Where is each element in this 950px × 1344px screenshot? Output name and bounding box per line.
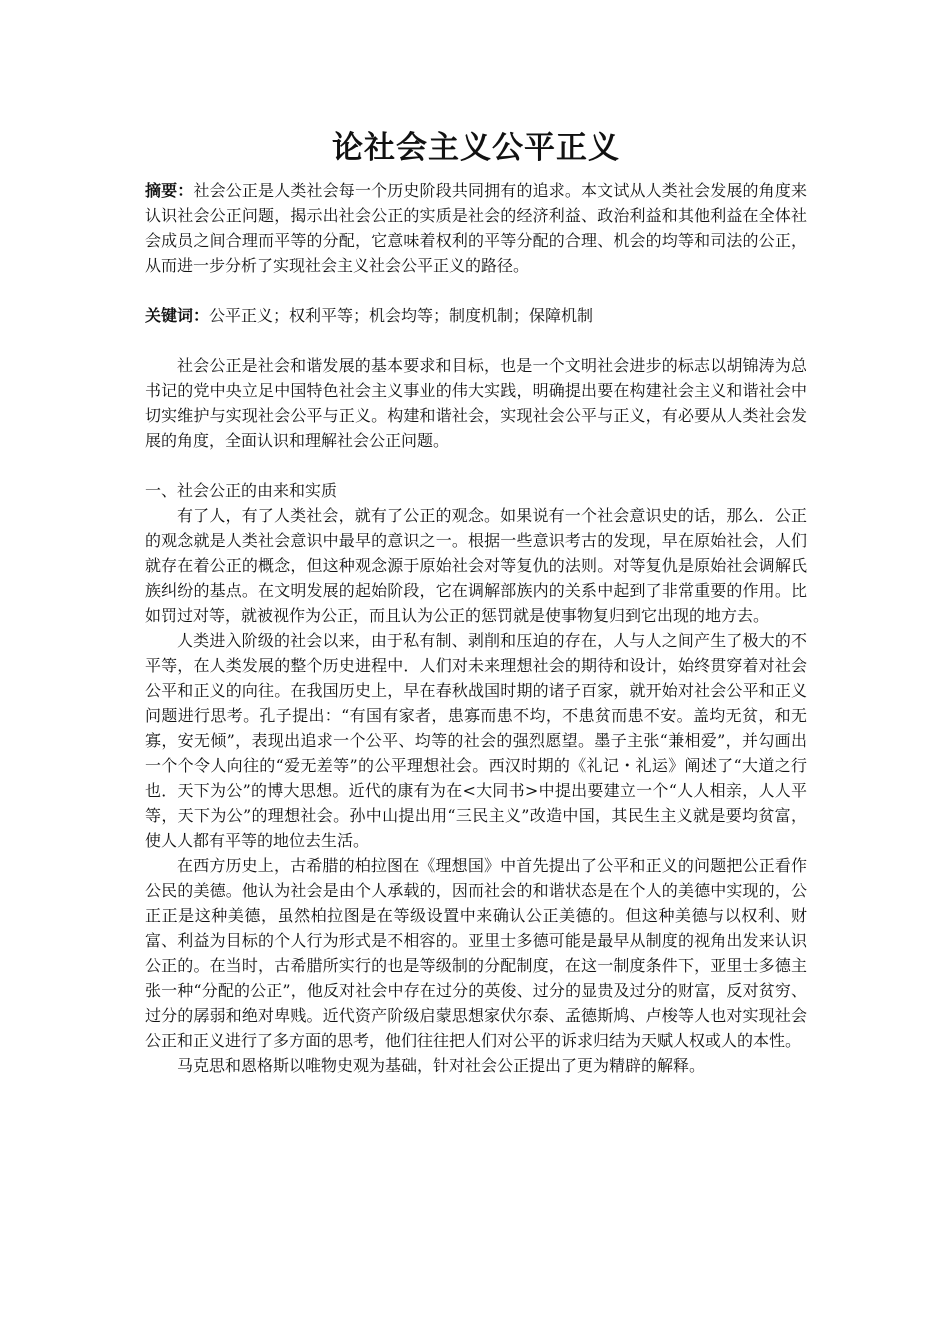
body-paragraph-4: 马克思和恩格斯以唯物史观为基础，针对社会公正提出了更为精辟的解释。	[177, 1056, 706, 1075]
document-title: 论社会主义公平正义	[332, 130, 620, 166]
keywords-label: 关键词：	[145, 306, 210, 325]
body-paragraph-2: 人类进入阶级的社会以来，由于私有制、剥削和压迫的存在，人与人之间产生了极大的不平等，在人类发展的整个历史进程中．人们对未来理想社会的期待和设计，始终贯穿着对社会公平和正义的向往。在我国历史上，早在春秋战国时期的诸子百家，就开始对社会公平和正义问题进行思考。孔子提出：“有国有家者，患寡而患不均，不患贫而患不安。盖均无贫，和无寡，安无倾”，表现出追求一个公平、均等的社会的强烈愿望。墨子主张“兼相爱”，并勾画出一个个令人向往的“爱无差等”的公平理想社会。西汉时期的《礼记・礼运》阐述了“大道之行也．天下为公”的博大思想。近代的康有为在<大同书>中提出要建立一个“人人相亲，人人平等，天下为公”的理想社会。孙中山提出用“三民主义”改造中国，其民生主义就是要均贫富，使人人都有平等的地位去生活。	[145, 631, 807, 850]
body-paragraph-3: 在西方历史上，古希腊的柏拉图在《理想国》中首先提出了公平和正义的问题把公正看作公民的美德。他认为社会是由个人承载的，因而社会的和谐状态是在个人的美德中实现的，公正正是这种美德，虽然柏拉图是在等级设置中来确认公正美德的。但这种美德与以权利、财富、利益为目标的个人行为形式是不相容的。亚里士多德可能是最早从制度的视角出发来认识公正的。在当时，古希腊所实行的也是等级制的分配制度，在这一制度条件下，亚里士多德主张一种“分配的公正”，他反对社会中存在过分的英俊、过分的显贵及过分的财富，反对贫穷、过分的孱弱和绝对卑贱。近代资产阶级启蒙思想家伏尔泰、孟德斯鸠、卢梭等人也对实现社会公正和正义进行了多方面的思考，他们往往把人们对公平的诉求归结为天赋人权或人的本性。	[145, 856, 807, 1050]
abstract-label: 摘要：	[145, 181, 194, 200]
body-paragraph-1: 有了人，有了人类社会，就有了公正的观念。如果说有一个社会意识史的话，那么．公正的观念就是人类社会意识中最早的意识之一。根据一些意识考古的发现，早在原始社会，人们就存在着公正的概念，但这种观念源于原始社会对等复仇的法则。对等复仇是原始社会调解氏族纠纷的基点。在文明发展的起始阶段，它在调解部族内的关系中起到了非常重要的作用。比如罚过对等，就被视作为公正，而且认为公正的惩罚就是使事物复归到它出现的地方去。	[145, 506, 807, 625]
section-heading: 一、社会公正的由来和实质	[145, 481, 338, 500]
abstract-text: 社会公正是人类社会每一个历史阶段共同拥有的追求。本文试从人类社会发展的角度来认识社会公正问题，揭示出社会公正的实质是社会的经济利益、政治利益和其他利益在全体社会成员之间合理而平等的分配，它意味着权利的平等分配的合理、机会的均等和司法的公正，从而进一步分析了实现社会主义社会公平正义的路径。	[145, 181, 807, 275]
keywords-paragraph	[145, 303, 807, 328]
keywords-text: 公平正义；权利平等；机会均等；制度机制；保障机制	[209, 306, 594, 325]
abstract-paragraph	[145, 178, 807, 278]
intro-paragraph: 社会公正是社会和谐发展的基本要求和目标，也是一个文明社会进步的标志以胡锦涛为总书记的党中央立足中国特色社会主义事业的伟大实践，明确提出要在构建社会主义和谐社会中切实维护与实现社会公平与正义。构建和谐社会，实现社会公平与正义，有必要从人类社会发展的角度，全面认识和理解社会公正问题。	[145, 356, 807, 450]
document-page	[145, 128, 807, 1078]
